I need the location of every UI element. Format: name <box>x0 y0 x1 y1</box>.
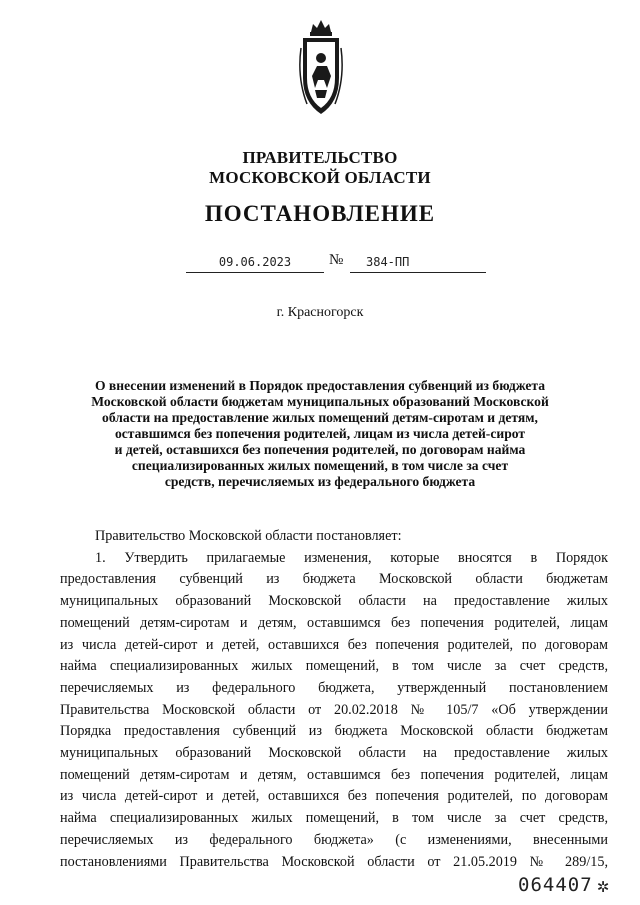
document-title <box>0 378 640 490</box>
body-line: Правительства Московской области от 20.02.2018 № 105/7 «Об утверждении <box>60 701 608 718</box>
body-line: 1. Утвердить прилагаемые изменения, которые вносятся в Порядок <box>95 549 608 566</box>
body-line: найма специализированных жилых помещений, в том числе за счет средств, <box>60 658 608 675</box>
title-line: и детей, оставшихся без попечения родителей, по договорам найма <box>114 442 526 457</box>
title-line: специализированных жилых помещений, в том числе за счет <box>131 458 509 473</box>
document-body <box>60 526 608 873</box>
paragraph-1 <box>60 548 608 874</box>
intro-paragraph: Правительство Московской области постановляет: <box>95 528 402 544</box>
form-serial-number: 064407 <box>518 874 593 896</box>
date-underline <box>186 272 324 273</box>
org-name-line1: ПРАВИТЕЛЬСТВО <box>242 148 398 167</box>
title-line: О внесении изменений в Порядок предоставления субвенций из бюджета <box>94 378 546 393</box>
city: г. Красногорск <box>276 305 364 320</box>
coat-of-arms-icon <box>297 18 345 128</box>
body-line: перечисляемых из федерального бюджета» (с изменениями, внесенными <box>60 831 608 848</box>
body-line: найма специализированных жилых помещений, в том числе за счет средств, <box>60 810 608 827</box>
body-line: предоставления субвенций из бюджета Московской области бюджетам <box>60 571 608 588</box>
document-number: 384-ПП <box>366 255 410 269</box>
body-line: из числа детей-сирот и детей, оставшихся без попечения родителей, по договорам <box>60 636 608 653</box>
title-line: средств, перечисляемых из федерального бюджета <box>164 474 476 489</box>
document-date: 09.06.2023 <box>218 255 292 269</box>
body-line: перечисляемых из федерального бюджета, утвержденный постановлением <box>60 679 608 696</box>
org-name-line2: МОСКОВСКОЙ ОБЛАСТИ <box>209 168 431 187</box>
document-type: ПОСТАНОВЛЕНИЕ <box>204 201 436 226</box>
number-sign: № <box>329 252 344 268</box>
title-line: области на предоставление жилых помещений детям-сиротам и детям, <box>102 410 538 425</box>
body-line: постановлениями Правительства Московской области от 21.05.2019 № 289/15, <box>60 853 608 870</box>
number-underline <box>350 272 486 273</box>
body-line: Порядка предоставления субвенций из бюджета Московской области бюджетам <box>60 723 608 740</box>
title-line: Московской области бюджетам муниципальных образований Московской <box>91 394 549 409</box>
body-line: муниципальных образований Московской области на предоставление жилых <box>60 593 608 610</box>
body-line: муниципальных образований Московской области на предоставление жилых <box>60 745 608 762</box>
body-line: помещений детям-сиротам и детям, оставшимся без попечения родителей, лицам <box>60 614 608 631</box>
body-line: помещений детям-сиротам и детям, оставшимся без попечения родителей, лицам <box>60 766 608 783</box>
asterisk-icon: ✲ <box>597 873 611 897</box>
body-line: из числа детей-сирот и детей, оставшихся без попечения родителей, по договорам <box>60 788 608 805</box>
title-line: оставшимся без попечения родителей, лицам из числа детей-сирот <box>114 426 526 441</box>
